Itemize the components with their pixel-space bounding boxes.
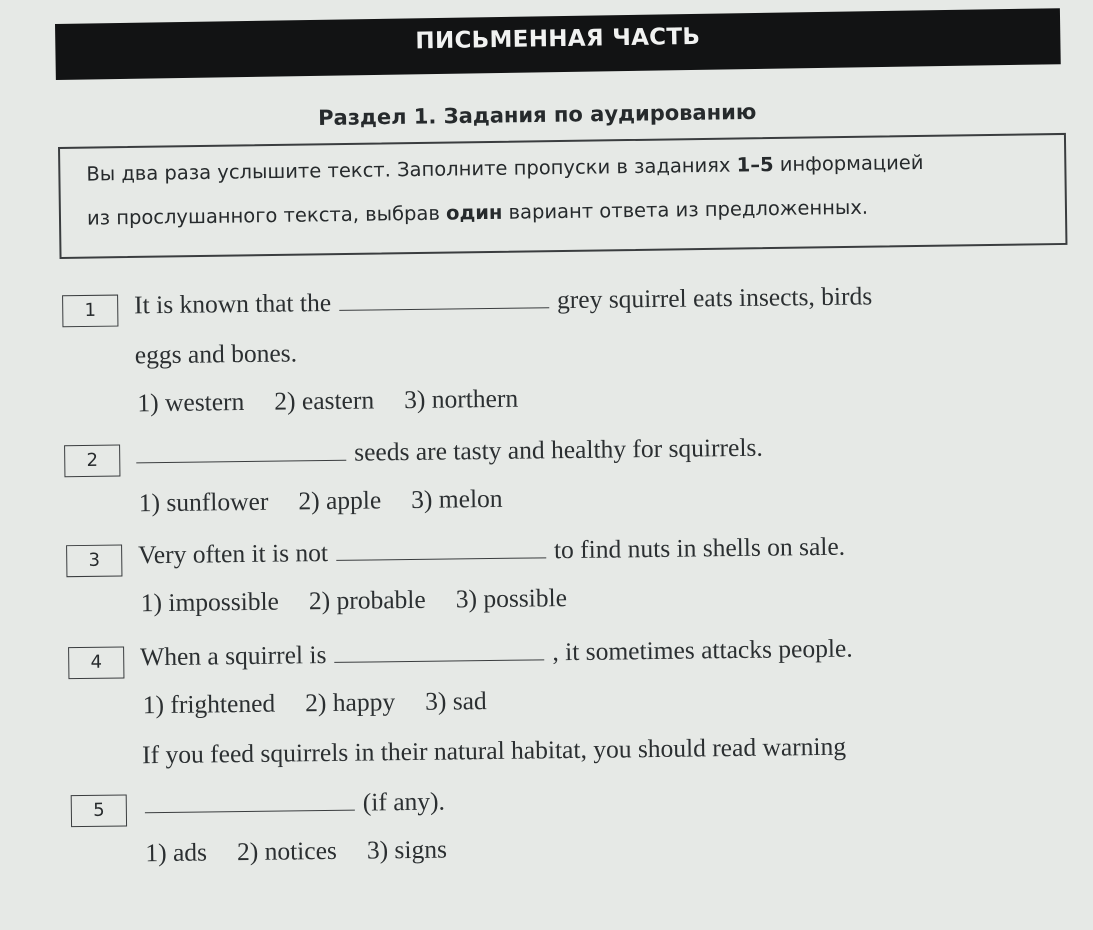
answer-blank[interactable]: [336, 557, 546, 561]
answer-options: [141, 583, 598, 619]
sentence-start: Very often it is not: [138, 537, 329, 570]
instructions-line-1: [86, 151, 923, 186]
task-sentence: [140, 634, 853, 673]
task-sentence-intro: If you feed squirrels in their natural habitat, you should read warning: [142, 731, 847, 770]
task-number-box: 2: [64, 445, 120, 478]
instructions-text: Вы два раза услышите текст. Заполните пропуски в заданиях: [86, 153, 737, 186]
header-banner: [55, 8, 1061, 80]
task-sentence-cont: eggs and bones.: [134, 338, 298, 370]
answer-options: [139, 483, 533, 518]
option-2[interactable]: 2) happy: [304, 687, 396, 718]
task-sentence: [134, 281, 872, 320]
task-number-box: 1: [62, 295, 118, 328]
task-sentence: [138, 532, 845, 571]
option-2[interactable]: 2) probable: [308, 584, 426, 616]
sentence-end: , it sometimes attacks people.: [552, 633, 853, 667]
task-3: [0, 527, 1093, 618]
sentence-end: seeds are tasty and healthy for squirrels.: [353, 432, 763, 467]
option-1[interactable]: 1) sunflower: [138, 486, 269, 518]
section-title: Раздел 1. Задания по аудированию: [318, 99, 757, 130]
sentence-start: When a squirrel is: [140, 640, 327, 672]
task-number-box: 3: [66, 545, 122, 578]
answer-blank[interactable]: [335, 659, 545, 663]
task-number-box: 5: [71, 794, 127, 827]
answer-options: [143, 686, 517, 721]
instructions-bold-word: один: [445, 200, 503, 225]
task-sentence: [128, 433, 763, 471]
option-3[interactable]: 3) signs: [366, 834, 448, 865]
task-1: [0, 277, 1093, 418]
page-title: ПИСЬМЕННАЯ ЧАСТЬ: [415, 23, 701, 55]
task-number-box: 4: [68, 646, 124, 679]
option-2[interactable]: 2) eastern: [274, 385, 375, 416]
instructions-text: вариант ответа из предложенных.: [502, 195, 869, 224]
answer-options: [145, 834, 477, 868]
answer-blank[interactable]: [136, 460, 346, 464]
answer-options: [137, 383, 548, 418]
instructions-box: [58, 133, 1067, 259]
option-3[interactable]: 3) sad: [424, 686, 487, 716]
answer-blank[interactable]: [339, 307, 549, 311]
sentence-end: grey squirrel eats insects, birds: [556, 281, 873, 315]
answer-blank[interactable]: [145, 810, 355, 814]
option-3[interactable]: 3) northern: [403, 383, 519, 415]
sentence-end: (if any).: [362, 786, 446, 817]
option-3[interactable]: 3) possible: [455, 583, 568, 614]
sentence-end: to find nuts in shells on sale.: [553, 531, 846, 565]
instructions-text: информацией: [773, 150, 924, 177]
task-5: [0, 727, 1093, 868]
option-1[interactable]: 1) impossible: [140, 586, 280, 618]
sentence-start: It is known that the: [134, 287, 332, 320]
task-2: [0, 427, 1093, 518]
instructions-line-2: [87, 196, 868, 230]
option-1[interactable]: 1) frightened: [142, 688, 276, 720]
option-1[interactable]: 1) ads: [145, 837, 208, 868]
task-sentence: [137, 787, 445, 821]
instructions-text: из прослушанного текста, выбрав: [86, 201, 447, 230]
option-2[interactable]: 2) apple: [298, 485, 382, 516]
task-4: [0, 629, 1093, 720]
instructions-bold-range: 1–5: [736, 153, 774, 177]
option-3[interactable]: 3) melon: [411, 483, 503, 514]
option-2[interactable]: 2) notices: [236, 835, 338, 867]
option-1[interactable]: 1) western: [137, 387, 245, 418]
